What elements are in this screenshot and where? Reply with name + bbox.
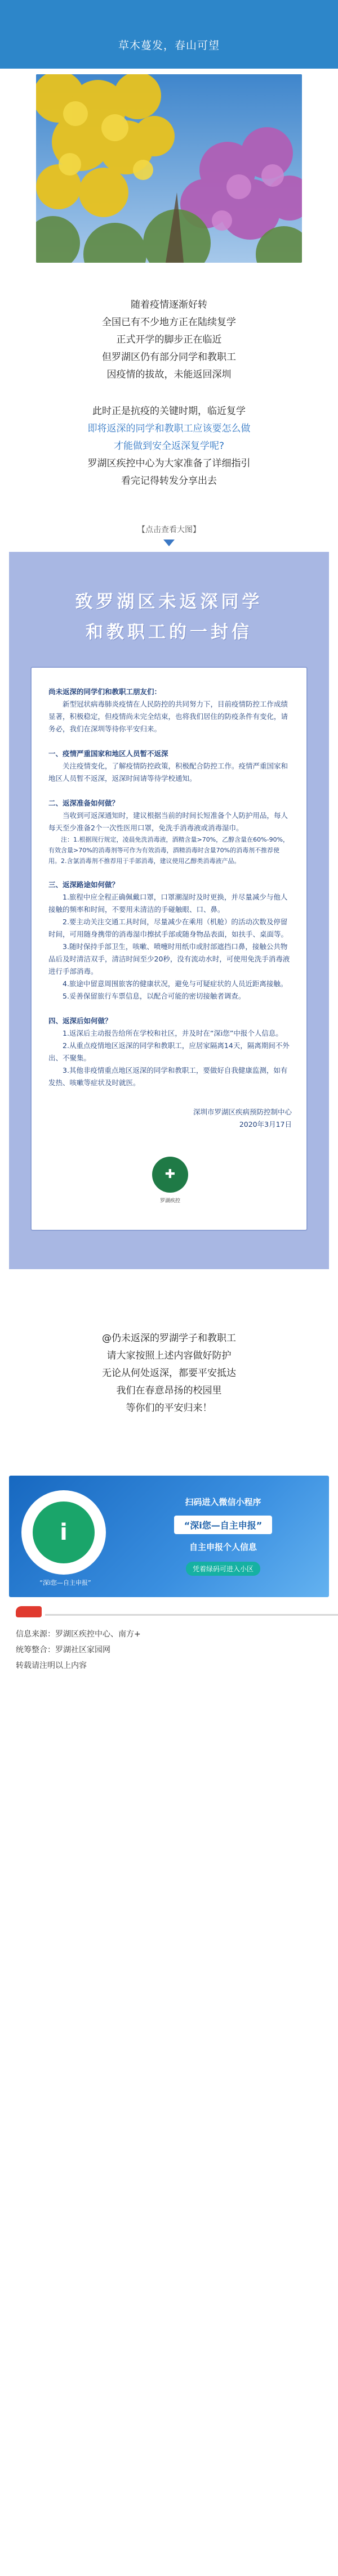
closing-line: 等你们的平安归来！ [126, 1402, 212, 1414]
poster-title-line-1: 致罗湖区未返深同学 [75, 592, 263, 612]
intro-line: 正式开学的脚步正在临近 [116, 334, 222, 345]
banner-title: 草木蔓发，春山可望 [118, 39, 220, 52]
cdc-logo-text: 罗湖疾控 [159, 1198, 180, 1204]
closing-text [0, 1269, 338, 1417]
intro-line: 罗湖区疾控中心为大家准备了详细指引 [87, 458, 251, 469]
card-line-1: 扫码进入微信小程序 [185, 1497, 261, 1507]
intro-highlight-line: 才能做到安全返深复学呢? [113, 440, 225, 452]
intro-line: 随着疫情逐渐好转 [131, 299, 207, 311]
section-4-item: 3.其他非疫情重点地区返深的同学和教职工，要做好自我健康监测，如有发热、咳嗽等症状及时就医。 [48, 1066, 288, 1087]
section-2-note: 注：1.根据现行规定，凌晨免洗消毒液，酒精含量>70%，乙醇含量在60%-90%，有效含量>70%的消毒剂等可作为有效消毒，酒精消毒时含量70%的消毒剂不推荐使用。2.含氯消毒剂不推荐用于手部消毒，建议使用乙醇类消毒液产品。 [48, 836, 290, 865]
letter-greeting: 尚未返深的同学们和教职工朋友们： [48, 687, 162, 696]
intro-line: 因疫情的拔故，未能返回深圳 [106, 369, 232, 380]
section-1-title: 一、疫情严重国家和地区人员暂不返深 [48, 749, 168, 758]
credit-repost: 转载请注明以上内容 [16, 1661, 87, 1670]
poster-title [30, 587, 308, 648]
section-4-title: 四、返深后如何做？ [48, 1017, 112, 1025]
down-arrow-icon [163, 540, 175, 546]
section-2-title: 二、返深准备如何做？ [48, 799, 119, 807]
card-text [133, 1496, 313, 1576]
section-3-item: 3.随时保持手部卫生，咳嗽、喷嚏时用纸巾或肘部遮挡口鼻，接触公共物品后及时清洁双手，清洁时间至少20秒，没有流动水时，可使用免洗手消毒液进行手部消毒。 [48, 942, 290, 975]
closing-line: 请大家按照上述内容做好防护 [106, 1350, 232, 1361]
letter-paper [30, 667, 308, 1231]
train-icon [16, 1606, 42, 1617]
top-banner [0, 0, 338, 69]
intro-line: 全国已有不少地方正在陆续复学 [102, 317, 236, 328]
signature-org: 深圳市罗湖区疾病预防控制中心 [193, 1108, 292, 1116]
closing-line: @仍未返深的罗湖学子和教职工 [102, 1333, 236, 1344]
card-line-2: “深i您—自主申报” [174, 1516, 273, 1534]
intro-block-1 [0, 296, 338, 384]
shen-i-logo-icon: i [33, 1501, 95, 1563]
credit-source: 信息来源：罗湖区疾控中心、南方+ [16, 1630, 141, 1639]
letter-poster[interactable] [9, 552, 329, 1269]
section-4-item: 2.从重点疫情地区返深的同学和教职工，应居家隔离14天，隔离期间不外出、不聚集。 [48, 1041, 290, 1062]
intro-line: 但罗湖区仍有部分同学和教职工 [102, 352, 236, 363]
mini-program-qr-code[interactable] [21, 1490, 106, 1575]
section-3-item: 5.妥善保留旅行车票信息，以配合可能的密切接触者调查。 [63, 992, 246, 1000]
mini-program-card[interactable] [9, 1476, 329, 1597]
section-3-title: 三、返深路途如何做？ [48, 880, 119, 889]
closing-line: 无论从何处返深，都要平安抵达 [102, 1368, 236, 1379]
intro-text [0, 263, 338, 490]
section-3-item: 2.要主动关注交通工具时间，尽量减少在乘用（机舱）的活动次数及停留时间，可用随身携带的消毒湿巾擦拭手部或随身物品表面，如扶手、桌面等。 [48, 918, 288, 938]
photo-illustration [36, 74, 302, 263]
spring-flowers-photo [36, 74, 302, 263]
section-1-text: 关注疫情变化，了解疫情防控政策，积极配合防控工作。疫情严重国家和地区人员暂不返深，返深时间请等待学校通知。 [48, 762, 288, 783]
credits [0, 1623, 338, 1674]
section-3-item: 1.旅程中应全程正确佩戴口罩，口罩潮湿时及时更换，并尽量减少与他人接触的频率和时间，不要用未清洁的手碰触眼、口、鼻。 [48, 893, 288, 914]
divider-line [45, 1614, 338, 1616]
poster-title-line-2: 和教职工的一封信 [86, 622, 252, 642]
cdc-logo-icon: ✚ [152, 1157, 188, 1193]
card-line-4: 凭着绿码可进入小区 [186, 1562, 260, 1576]
cdc-logo [136, 1157, 204, 1207]
qr-label: “深i您—自主申报” [39, 1579, 91, 1586]
intro-line: 看完记得转发分享出去 [121, 475, 217, 487]
card-line-3: 自主申报个人信息 [189, 1542, 257, 1552]
letter-signature [48, 1106, 292, 1131]
intro-block-2 [0, 403, 338, 490]
section-3-item: 4.旅途中留意周围旅客的健康状况，避免与可疑症状的人员近距离接触。 [63, 979, 288, 988]
letter-opening: 新型冠状病毒肺炎疫情在人民防控的共同努力下，目前疫情防控工作成绩显著，积极稳定，但疫情尚未完全结束，也将我们居住的防疫条件有变化，请务必，我们在深圳等待你平安归来。 [48, 700, 288, 733]
section-4-item: 1.返深后主动报告给所在学校和社区，并及时在“深i您”中报个人信息。 [63, 1029, 283, 1037]
closing-line: 我们在春意昂扬的校园里 [116, 1385, 222, 1396]
signature-date: 2020年3月17日 [239, 1120, 292, 1129]
credit-editor: 统筹整合：罗湖社区家园网 [16, 1646, 110, 1655]
section-2-text: 当收到可返深通知时，建议根据当前的时间长短准备个人防护用品，每人每天至少准备2个一次性医用口罩，免洗手消毒液或消毒湿巾。 [48, 811, 288, 832]
click-to-enlarge-tip[interactable]: 【点击查看大图】 [137, 525, 201, 534]
intro-line: 此时正是抗疫的关键时期，临近复学 [92, 406, 246, 417]
train-divider [0, 1602, 338, 1623]
intro-highlight-line: 即将返深的同学和教职工应该要怎么做 [87, 423, 251, 434]
